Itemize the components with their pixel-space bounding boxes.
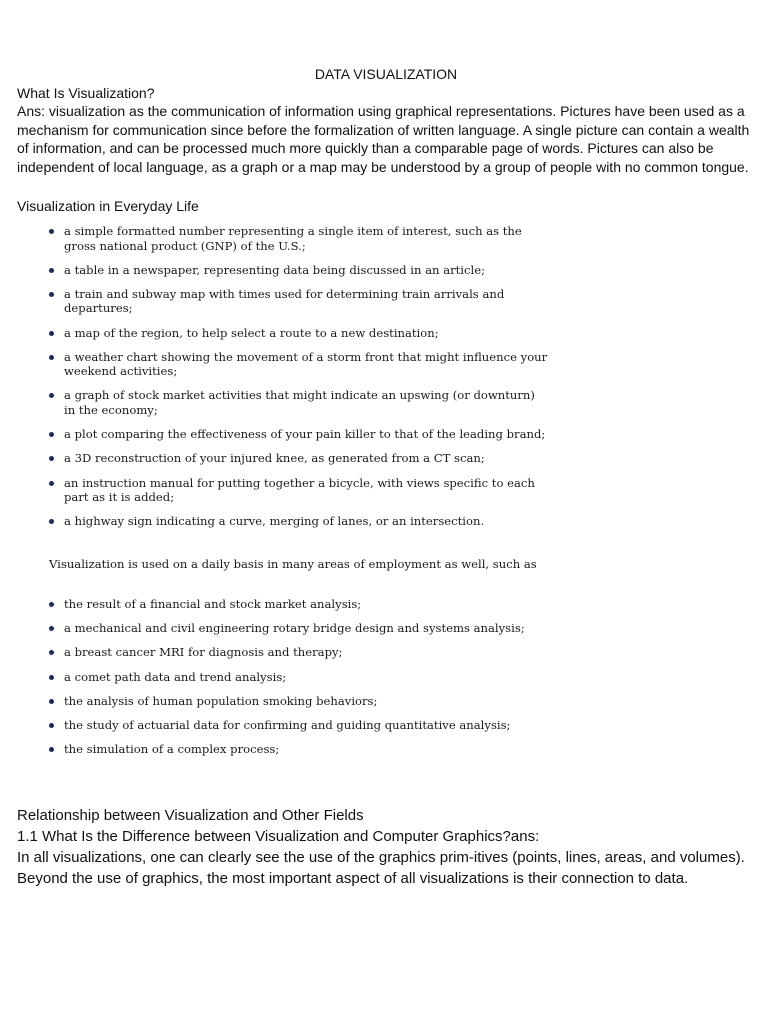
bullet-icon xyxy=(49,481,54,486)
bullet-icon xyxy=(49,723,54,728)
bullet-icon xyxy=(49,268,54,273)
list-item: a map of the region, to help select a route to a new destination; xyxy=(48,326,548,341)
relationship-heading: Relationship between Visualization and Other Fields xyxy=(17,807,364,824)
list-item: a breast cancer MRI for diagnosis and therapy; xyxy=(48,645,548,660)
document-title: DATA VISUALIZATION xyxy=(314,66,458,82)
bullet-icon xyxy=(49,393,54,398)
everyday-list xyxy=(48,224,548,538)
list-item: a table in a newspaper, representing data being discussed in an article; xyxy=(48,263,548,278)
everyday-heading: Visualization in Everyday Life xyxy=(17,198,199,214)
bullet-icon xyxy=(49,699,54,704)
bullet-icon xyxy=(49,519,54,524)
bullet-icon xyxy=(49,675,54,680)
list-item: a graph of stock market activities that might indicate an upswing (or downturn) in the economy; xyxy=(48,388,548,417)
list-item: the analysis of human population smoking behaviors; xyxy=(48,694,548,709)
answer-paragraph: Ans: visualization as the communication of information using graphical representations. Pictures have been used as a mechanism for communication since before the formalization of written language. A single picture can contain a wealth of information, and can be processed much more quickly than a comparable page of words. Pictures can also be independent of local language, as a graph or a map may be understood by a group of people with no common tongue. xyxy=(17,103,750,175)
list-item: a highway sign indicating a curve, merging of lanes, or an intersection. xyxy=(48,514,548,529)
list-item: a 3D reconstruction of your injured knee, as generated from a CT scan; xyxy=(48,451,548,466)
list-item: the study of actuarial data for confirming and guiding quantitative analysis; xyxy=(48,718,548,733)
bullet-icon xyxy=(49,292,54,297)
list-item: a train and subway map with times used for determining train arrivals and departures; xyxy=(48,287,548,316)
bullet-icon xyxy=(49,747,54,752)
list-item: a mechanical and civil engineering rotary bridge design and systems analysis; xyxy=(48,621,548,636)
difference-question: 1.1 What Is the Difference between Visualization and Computer Graphics?ans: xyxy=(17,828,540,845)
list-item: an instruction manual for putting together a bicycle, with views specific to each part as it is added; xyxy=(48,476,548,505)
list-item: a weather chart showing the movement of a storm front that might influence your weekend activities; xyxy=(48,350,548,379)
list-item: a plot comparing the effectiveness of your pain killer to that of the leading brand; xyxy=(48,427,548,442)
list-item: the simulation of a complex process; xyxy=(48,742,548,757)
bullet-icon xyxy=(49,229,54,234)
bullet-icon xyxy=(49,331,54,336)
question-what-is-visualization: What Is Visualization? xyxy=(17,85,155,101)
bullet-icon xyxy=(49,626,54,631)
final-paragraph: In all visualizations, one can clearly see the use of the graphics prim-itives (points, lines, areas, and volumes). Beyond the use of graphics, the most important aspect of all visualizations is their connection to data. xyxy=(17,849,745,887)
employment-list xyxy=(48,597,548,766)
bullet-icon xyxy=(49,602,54,607)
bullet-icon xyxy=(49,650,54,655)
bullet-icon xyxy=(49,456,54,461)
list-item: the result of a financial and stock market analysis; xyxy=(48,597,548,612)
list-item: a comet path data and trend analysis; xyxy=(48,670,548,685)
list-item: a simple formatted number representing a single item of interest, such as the gross national product (GNP) of the U.S.; xyxy=(48,224,548,253)
employment-intro: Visualization is used on a daily basis in many areas of employment as well, such as xyxy=(49,557,537,571)
bullet-icon xyxy=(49,432,54,437)
bullet-icon xyxy=(49,355,54,360)
